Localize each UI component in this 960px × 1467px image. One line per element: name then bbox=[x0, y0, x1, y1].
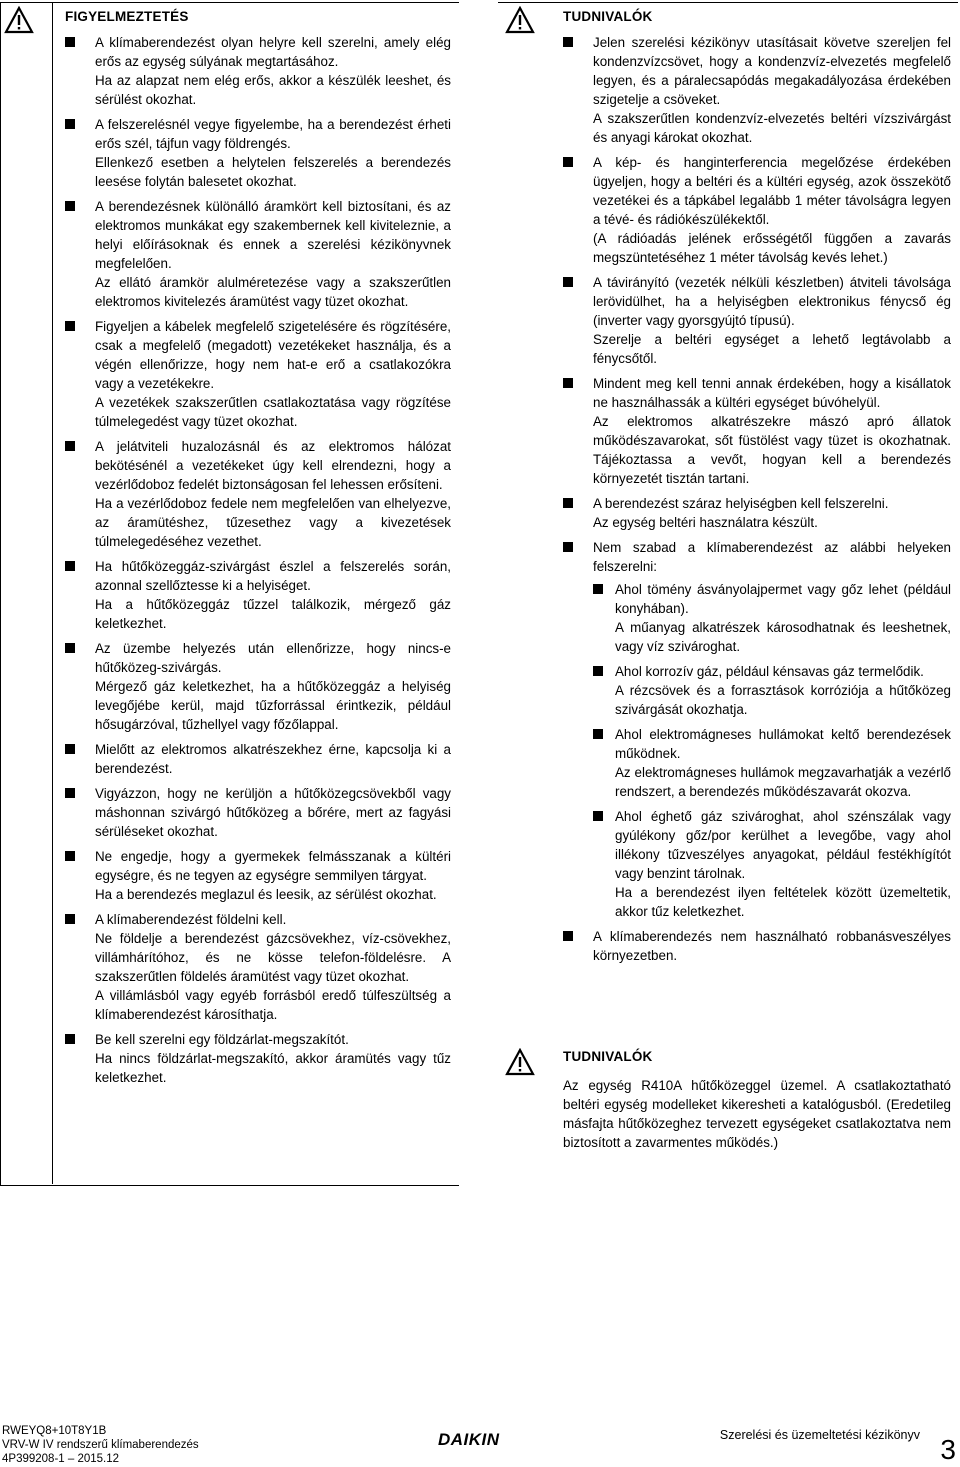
item-text: Az egység beltéri használatra készült. bbox=[593, 515, 818, 530]
item-text: Be kell szerelni egy földzárlat-megszakítót. bbox=[95, 1032, 349, 1047]
list-item bbox=[65, 437, 451, 551]
item-text: Jelen szerelési kézikönyv utasításait követve szereljen fel kondenzvízcsövet, hogy a kondenzvíz-elvezetés megfelelő legyen, és a páralecsapódás megakadályozása érdekében szigetelje a csöveket. bbox=[593, 35, 951, 107]
item-text: A felszerelésnél vegye figyelembe, ha a berendezést érheti erős szél, tájfun vagy földrengés. bbox=[95, 117, 451, 151]
item-text: (A rádióadás jelének erősségétől függően a zavarás megszüntetéséhez 1 méter távolság kevés lehet.) bbox=[593, 231, 951, 265]
list-item bbox=[65, 910, 451, 1024]
notice-top-rule bbox=[498, 2, 958, 3]
bullet-square-icon bbox=[65, 321, 75, 331]
item-text: Ahol korrozív gáz, például kénsavas gáz termelődik. bbox=[615, 664, 924, 679]
list-item bbox=[65, 740, 451, 778]
bullet-square-icon bbox=[593, 666, 603, 676]
page-number: 3 bbox=[940, 1434, 956, 1465]
notice-list bbox=[563, 33, 951, 971]
list-item bbox=[65, 317, 451, 431]
item-text: Mérgező gáz keletkezhet, ha a hűtőközeggáz a helyiség levegőjébe kerül, majd tűzforrással érintkezik, például hősugárzóval, tűzhellyel vagy főzőlappal. bbox=[95, 679, 451, 732]
item-text: Ha az alapzat nem elég erős, akkor a készülék leeshet, és sérülést okozhat. bbox=[95, 73, 451, 107]
footer-series: VRV-W IV rendszerű klímaberendezés bbox=[2, 1439, 199, 1451]
list-item bbox=[563, 374, 951, 488]
list-item bbox=[563, 153, 951, 267]
item-text: Az ellátó áramkör alulméretezése vagy a szakszerűtlen elektromos kivitelezés áramütést vagy tüzet okozhat. bbox=[95, 275, 451, 309]
bullet-square-icon bbox=[65, 851, 75, 861]
warning-title: FIGYELMEZTETÉS bbox=[65, 9, 189, 24]
notice-triangle-icon bbox=[505, 6, 535, 34]
sub-list-item bbox=[593, 580, 951, 656]
item-text: Mielőtt az elektromos alkatrészekhez érne, kapcsolja ki a berendezést. bbox=[95, 742, 451, 776]
list-item bbox=[563, 33, 951, 147]
bullet-square-icon bbox=[65, 914, 75, 924]
warning-list bbox=[65, 33, 451, 1093]
item-text: Ne földelje a berendezést gázcsövekhez, víz-csövekhez, villámhárítóhoz, és ne kösse telefon-földelésre. A szakszerűtlen földelés áramütést vagy tüzet okozhat. bbox=[95, 931, 451, 984]
bullet-square-icon bbox=[593, 811, 603, 821]
item-text: Mindent meg kell tenni annak érdekében, hogy a kisállatok ne használhassák a kültéri egységet búvóhelyül. bbox=[593, 376, 951, 410]
item-text: A klímaberendezést földelni kell. bbox=[95, 912, 287, 927]
item-text: Ha nincs földzárlat-megszakító, akkor áramütés vagy tűz keletkezhet. bbox=[95, 1051, 451, 1085]
footer-doc-info bbox=[2, 1424, 199, 1466]
footer-model: RWEYQ8+10T8Y1B bbox=[2, 1425, 107, 1437]
list-item bbox=[65, 784, 451, 841]
item-text: Ellenkező esetben a helytelen felszerelés a berendezés leesése folytán balesetet okozhat. bbox=[95, 155, 451, 189]
bullet-square-icon bbox=[65, 561, 75, 571]
item-text: Ha a berendezés meglazul és leesik, az sérülést okozhat. bbox=[95, 887, 437, 902]
warning-divider bbox=[52, 2, 53, 1184]
bullet-square-icon bbox=[65, 643, 75, 653]
item-text: A villámlásból vagy egyéb forrásból eredő túlfeszültség a klímaberendezést károsíthatja. bbox=[95, 988, 451, 1022]
notice2-text: Az egység R410A hűtőközeggel üzemel. A csatlakoztatható beltéri egység modelleket kikeresheti a katalógusból. (Eredetileg másfajta hűtőközeghez tervezett egységeket csatlakoztatva nem biztosított a zavarmentes működés.) bbox=[563, 1078, 951, 1150]
bullet-square-icon bbox=[65, 201, 75, 211]
bullet-square-icon bbox=[593, 584, 603, 594]
bullet-square-icon bbox=[563, 277, 573, 287]
sub-list-item bbox=[593, 662, 951, 719]
item-text: A klímaberendezés nem használható robbanásveszélyes környezetben. bbox=[593, 929, 951, 963]
bullet-square-icon bbox=[65, 441, 75, 451]
item-text: Ha a berendezést ilyen feltételek között üzemeltetik, akkor tűz keletkezhet. bbox=[615, 885, 951, 919]
list-item bbox=[563, 273, 951, 368]
list-item bbox=[563, 538, 951, 921]
sub-list-item bbox=[593, 807, 951, 921]
item-text: Ahol elektromágneses hullámokat keltő berendezések működnek. bbox=[615, 727, 951, 761]
item-text: A klímaberendezést olyan helyre kell szerelni, amely elég erős az egység súlyának megtartásához. bbox=[95, 35, 451, 69]
item-text: A vezetékek szakszerűtlen csatlakoztatása vagy rögzítése túlmelegedést vagy tüzet okozhat. bbox=[95, 395, 451, 429]
notice2-title: TUDNIVALÓK bbox=[563, 1049, 653, 1064]
item-text: Ha hűtőközeggáz-szivárgást észlel a felszerelés során, azonnal szellőztesse ki a helyiséget. bbox=[95, 559, 451, 593]
item-text: Ahol tömény ásványolajpermet vagy gőz lehet (például konyhában). bbox=[615, 582, 951, 616]
item-text: A berendezésnek különálló áramkört kell biztosítani, és az elektromos munkákat egy szakembernek kell kiviteleznie, a helyi előírásoknak és ennek a szerelési kézikönyvnek megfelelően. bbox=[95, 199, 451, 271]
list-item bbox=[65, 639, 451, 734]
sub-list-item bbox=[593, 725, 951, 801]
bullet-square-icon bbox=[563, 498, 573, 508]
bullet-square-icon bbox=[563, 157, 573, 167]
bullet-square-icon bbox=[65, 744, 75, 754]
item-text: A kép- és hanginterferencia megelőzése érdekében ügyeljen, hogy a beltéri és a kültéri egység, azok összekötő vezetékei és a tápkábel legalább 1 méter távolságra legyen a tévé- és rádiókészülékektől. bbox=[593, 155, 951, 227]
notice-title: TUDNIVALÓK bbox=[563, 9, 653, 24]
notice2-triangle-icon bbox=[505, 1048, 535, 1076]
warning-triangle-icon bbox=[4, 6, 34, 34]
sub-list bbox=[593, 580, 951, 921]
item-text: Az elektromos alkatrészekre mászó apró állatok működészavarokat, sőt füstölést vagy tüzet is okozhatnak. Tájékoztassa a vevőt, hogyan kell a berendezés környezetét tisztán tartani. bbox=[593, 414, 951, 486]
bullet-square-icon bbox=[563, 542, 573, 552]
item-text: A jelátviteli huzalozásnál és az elektromos hálózat bekötésénél a vezetékeket úgy kell elrendezni, hogy a vezérlődoboz fedelét biztonságosan fel lehessen erősíteni. bbox=[95, 439, 451, 492]
footer-manual-title: Szerelési és üzemeltetési kézikönyv bbox=[719, 1428, 920, 1442]
item-text: A berendezést száraz helyiségben kell felszerelni. bbox=[593, 496, 889, 511]
item-text: Ha a hűtőközeggáz tűzzel találkozik, mérgező gáz keletkezhet. bbox=[95, 597, 451, 631]
item-text: Nem szabad a klímaberendezést az alábbi helyeken felszerelni: bbox=[593, 540, 951, 574]
item-text: Vigyázzon, hogy ne kerüljön a hűtőközegcsövekből vagy máshonnan szivárgó hűtőközeg a bőrére, mert az fagyási sérüléseket okozhat. bbox=[95, 786, 451, 839]
item-text: Ahol éghető gáz szivároghat, ahol szénszálak vagy gyúlékony gőz/por kerülhet a levegőbe, vagy ahol illékony tűzveszélyes anyagokat, például festékhígítót vagy benzint tárolnak. bbox=[615, 809, 951, 881]
page-footer bbox=[0, 1422, 960, 1467]
list-item bbox=[65, 197, 451, 311]
list-item bbox=[65, 33, 451, 109]
item-text: A távirányító (vezeték nélküli készletben) átviteli távolsága lerövidülhet, ha a helyiségben elektronikus fénycső ég (inverter vagy gyorsgyújtó típusú). bbox=[593, 275, 951, 328]
bullet-square-icon bbox=[563, 37, 573, 47]
item-text: A műanyag alkatrészek károsodhatnak és leeshetnek, vagy víz szivároghat. bbox=[615, 620, 951, 654]
item-text: Ha a vezérlődoboz fedele nem megfelelően van elhelyezve, az áramütéshez, tűzesethez vagy a kivezetések túlmelegedéséhez vezethet. bbox=[95, 496, 451, 549]
bullet-square-icon bbox=[65, 1034, 75, 1044]
daikin-logo: DAIKIN bbox=[438, 1430, 500, 1449]
bullet-square-icon bbox=[563, 931, 573, 941]
list-item bbox=[563, 494, 951, 532]
item-text: Figyeljen a kábelek megfelelő szigetelésére és rögzítésére, csak a megfelelő (megadott) vezetékeket használja, és a végén ellenőrizze, hogy nem hat-e erő a csatlakozókra vagy a vezetékekre. bbox=[95, 319, 451, 391]
bullet-square-icon bbox=[563, 378, 573, 388]
list-item bbox=[65, 847, 451, 904]
item-text: Az elektromágneses hullámok megzavarhatják a vezérlő rendszert, a berendezés működészavarát okozva. bbox=[615, 765, 951, 799]
item-text: A rézcsövek és a forrasztások korróziója a hűtőközeg szivárgását okozhatja. bbox=[615, 683, 951, 717]
bullet-square-icon bbox=[65, 37, 75, 47]
item-text: Ne engedje, hogy a gyermekek felmásszanak a kültéri egységre, és ne tegyen az egységre semmilyen tárgyat. bbox=[95, 849, 451, 883]
item-text: Az üzembe helyezés után ellenőrizze, hogy nincs-e hűtőközeg-szivárgás. bbox=[95, 641, 451, 675]
item-text: Szerelje a beltéri egységet a lehető legtávolabb a fénycsőtől. bbox=[593, 332, 951, 366]
bullet-square-icon bbox=[65, 119, 75, 129]
item-text: A szakszerűtlen kondenzvíz-elvezetés beltéri vízszivárgást és anyagi károkat okozhat. bbox=[593, 111, 951, 145]
list-item bbox=[65, 115, 451, 191]
list-item bbox=[65, 1030, 451, 1087]
bullet-square-icon bbox=[65, 788, 75, 798]
footer-doc-number: 4P399208-1 – 2015.12 bbox=[2, 1453, 120, 1465]
bullet-square-icon bbox=[593, 729, 603, 739]
list-item bbox=[65, 557, 451, 633]
list-item bbox=[563, 927, 951, 965]
